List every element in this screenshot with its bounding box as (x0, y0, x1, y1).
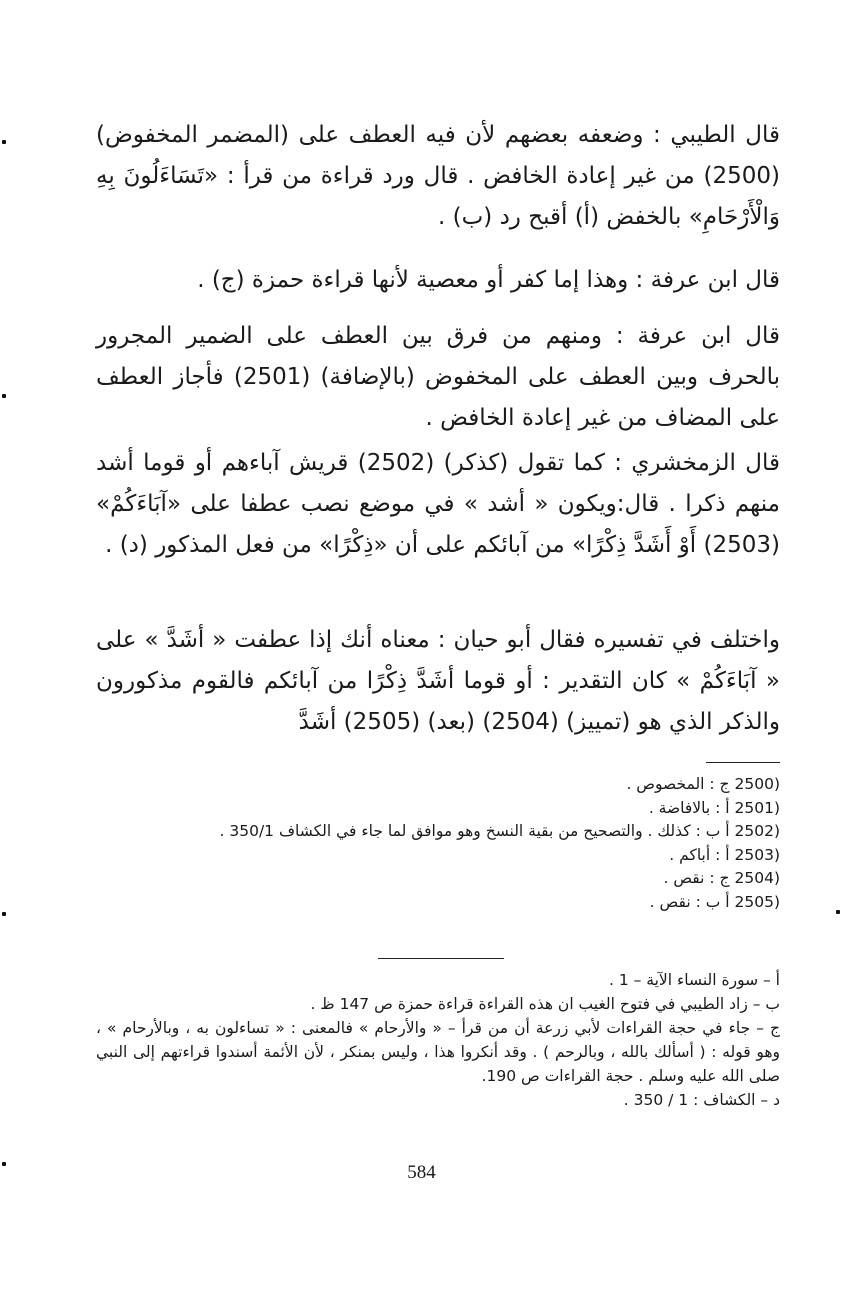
footnote-item: (2500 ج : المخصوص . (626, 775, 780, 793)
footnote-item: (2501 أ : بالافاضة . (648, 798, 780, 817)
scan-margin-mark (2, 140, 6, 144)
main-text (96, 115, 780, 238)
paragraph-abu-hayyan: واختلف في تفسيره فقال أبو حيان : معناه أنك إذا عطفت « أشَدَّ » على « آبَاءَكُمْ » كان التقدير : أو قوما أشَدَّ ذِكْرًا من آبائكم فالقوم مذكورون والذكر الذي هو (تمييز) (2504) (بعد) (2505) أشَدَّ (96, 627, 780, 735)
footnote-item: (2504 ج : نقص . (663, 869, 780, 887)
main-text (96, 316, 780, 439)
footnote-item: (2502 أ ب : كذلك . والتصحيح من بقية النسخ وهو موافق لما جاء في الكشاف 350/1 . (219, 822, 780, 840)
paragraph-ibn-arafa-1: قال ابن عرفة : وهذا إما كفر أو معصية لأنها قراءة حمزة (ج) . (197, 267, 780, 293)
footnote-separator (706, 762, 780, 763)
scan-margin-mark (2, 394, 6, 398)
footnote-item: (2505 أ ب : نقص . (649, 892, 780, 911)
notes-separator (378, 958, 504, 959)
footnote-item: (2503 أ : أباكم . (669, 845, 780, 864)
paragraph-zamakhshari: قال الزمخشري : كما تقول (كذكر) (2502) قريش آباءهم أو قوما أشد منهم ذكرا . قال:ويكون « أشد » في موضع نصب عطفا على «آبَاءَكُمْ» (2503) أَوْ أَشَدَّ ذِكْرًا» من آبائكم على أن «ذِكْرًا» من فعل المذكور (د) . (96, 450, 780, 558)
paragraph-ibn-arafa-2: قال ابن عرفة : ومنهم من فرق بين العطف على الضمير المجرور بالحرف وبين العطف على المخفوض (بالإضافة) (2501) فأجاز العطف على المضاف من غير إعادة الخافض . (96, 323, 780, 431)
main-text (96, 260, 780, 301)
editor-notes-list (96, 968, 780, 1112)
editor-note-item: ب – زاد الطيبي في فتوح الغيب ان هذه القراءة قراءة حمزة ص 147 ظ . (310, 995, 780, 1013)
footnotes-list (120, 773, 780, 914)
scan-margin-mark (836, 910, 840, 914)
paragraph-tibi: قال الطيبي : وضعفه بعضهم لأن فيه العطف على (المضمر المخفوض) (2500) من غير إعادة الخافض . قال ورد قراءة من قرأ : «تَسَاءَلُونَ بِهِ وَالْأَرْحَامِ» بالخفض (أ) أقبح رد (ب) . (96, 122, 780, 230)
main-text (96, 443, 780, 566)
editor-note-item: ج – جاء في حجة القراءات لأبي زرعة أن من قرأ – « والأرحام » فالمعنى : « تساءلون به ، وبالأرحام » ، وهو قوله : ( أسألك بالله ، وبالرحم ) . وقد أنكروا هذا ، وليس بمنكر ، لأن الأئمة أسندوا قراءتهم إلى النبي صلى الله عليه وسلم . حجة القراءات ص 190. (96, 1019, 780, 1085)
editor-note-item: د – الكشاف : 1 / 350 . (623, 1091, 780, 1109)
page-number: 584 (407, 1162, 436, 1183)
main-text (96, 620, 780, 743)
scan-margin-mark (2, 912, 6, 916)
editor-note-item: أ – سورة النساء الآية – 1 . (608, 971, 780, 989)
